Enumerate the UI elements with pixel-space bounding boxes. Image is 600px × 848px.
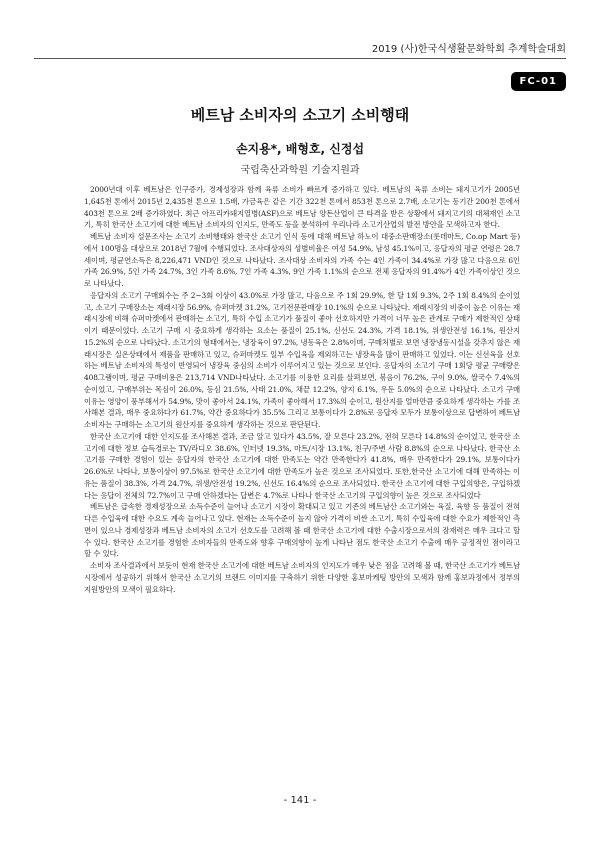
paragraph-intro: 2000년대 이후 베트남은 인구증가, 경제성장과 함께 육류 소비가 빠르게 증가하고 있다. 베트남의 육류 소비는 돼지고기가 2005년 1,645천 톤에서 2015년 2,435천 톤으로 1.5배, 가금육은 같은 기간 322천 톤에서 853천 톤으로 2.7배, 소고기는 동기간 200천 톤에서 403천 톤으로 2배 증가하였다. 최근 아프리카돼지열병(ASF)으로 베트남 양돈산업이 큰 타격을 받은 상황에서 돼지고기의 대체재인 소고기, 특히 한국산 소고기에 대한 베트남 소비자의 인지도, 만족도 등을 분석하여 우리나라 소고기산업의 발전 방안을 모색하고자 한다. [84,185,520,230]
header-divider [34,58,566,59]
paragraph-purchase-behavior: 응답자의 소고기 구매회수는 주 2~3회 이상이 43.0%로 가장 많고, 다음으로 주 1회 29.9%, 한 달 1회 9.3%, 2주 1회 8.4%의 순이었고, 소고기 구매장소는 재래시장 56.9%, 슈퍼마켓 31.2%, 고기전문판매장 10.1%의 순으로 나타났다. 재래시장의 비중이 높은 이유는 재래시장에 비해 슈퍼마켓에서 판매하는 소고기, 특히 수입 소고기가 품질이 좋아 선호하지만 가격이 너무 높은 관계로 구매가 제한적인 상태이기 때문이었다. 소고기 구매 시 중요하게 생각하는 요소는 품질이 25.1%, 신선도 24.3%, 가격 18.1%, 위생안전성 16.1%, 원산지 15.2%의 순으로 나타났다. 소고기의 형태에서는, 냉장육이 97.2%, 냉동육은 2.8%이며, 구매처별로 보면 냉장냉동시설을 갖추지 않은 재래시장은 실온상태에서 제품을 판매하고 있고, 슈퍼마켓도 일부 수입육을 제외하고는 냉장육을 많이 판매하고 있었다. 이는 신선육을 선호하는 베트남 소비자의 특성이 반영되어 냉장육 중심의 소비가 이루어지고 있는 것으로 보인다. 응답자의 소고기 구매 1회당 평균 구매량은 408그램이며, 평균 구매비용은 213,714 VND나타났다. 소고기를 이용한 요리를 살펴보면, 볶음이 76.2%, 구이 9.0%, 쌀국수 7.4%의 순이었고, 구매부위는 목심이 26.0%, 등심 21.5%, 사태 21.0%, 채끝 12.2%, 양지 6.1%, 우둔 5.0%의 순으로 나타났다. 소고기 구매이유는 영양이 풍부해서가 54.9%, 맛이 좋아서 24.1%, 가족이 좋아해서 17.3%의 순이고, 원산지를 얼마만큼 중요하게 생각하는 가를 조사해본 결과, 매우 중요하다가 61.7%, 약간 중요하다가 35.5% 그리고 보통이다가 2.8%로 응답자 모두가 보통이상으로 답변하여 베트남 소비자는 구매하는 소고기의 원산지를 중요하게 생각하는 것으로 판단된다. [84,290,520,429]
paragraph-market-potential: 베트남은 급속한 경제성장으로 소득수준이 늘어나 소고기 시장이 확대되고 있고 기존의 베트남산 소고기와는 육질, 육향 등 품질이 전혀 다른 수입육에 대한 수요도 계속 늘어나고 있다. 현재는 소득수준이 높지 않아 가격이 비싼 소고기, 특히 수입육에 대한 수요가 제한적인 측면이 있으나 경제성장과 베트남 소비자의 소고기 선호도를 고려해 볼 때 한국산 소고기에 대한 수출시장으로서의 잠재력은 매우 크다고 할 수 있다. 한국산 소고기를 경험한 소비자들의 만족도와 향후 구매의향이 높게 나타난 점도 한국산 소고기 수출에 매우 긍정적인 점이라고 할 수 있다. [84,502,520,559]
session-badge: FC-01 [511,72,566,91]
paragraph-korean-beef-awareness: 한국산 소고기에 대한 인지도를 조사해본 결과, 조금 알고 있다가 43.5%, 잘 모른다 23.2%, 전혀 모른다 14.8%의 순이었고, 한국산 소고기에 대한 정보 습득경로는 TV/라디오 38.6%, 인터넷 19.3%, 마트/시장 13.1%, 친구/주변 사람 8.8%의 순으로 나타났다. 한국산 소고기를 구매한 경험이 있는 응답자의 한국산 소고기에 대한 만족도는 약간 만족한다가 41.8%, 매우 만족한다가 29.1%, 보통이다가 26.6%로 나타나, 보통이상이 97.5%로 한국산 소고기에 대한 만족도가 높은 것으로 조사되었다. 또한,한국산 소고기에 대해 만족하는 이유는 품질이 38.3%, 가격 24.7%, 위생/안전성 19.2%, 신선도 16.4%의 순으로 조사되었다. 한국산 소고기에 대한 구입의향은, 구입하겠다는 응답이 전체의 72.7%이고 구매 안하겠다는 답변은 4.7%로 나타나 한국산 소고기의 구입의향이 높은 것으로 조사되었다 [84,431,520,500]
paragraph-conclusion: 소비자 조사결과에서 보듯이 현재 한국산 소고기에 대한 베트남 소비자의 인지도가 매우 낮은 점을 고려해 볼 때, 한국산 소고기가 베트남시장에서 성공하기 위해서 한국산 소고기의 브랜드 이미지를 구축하기 위한 다양한 홍보마케팅 방안의 모색과 함께 홍보과정에서 정부의 지원방안의 모색이 필요하다. [84,561,520,594]
paper-title: 베트남 소비자의 소고기 소비행태 [190,106,410,124]
conference-header: 2019 (사)한국식생활문화학회 추계학술대회 [371,44,566,55]
abstract-body [84,184,520,595]
page-number: - 141 - [283,795,317,806]
paragraph-survey: 베트남 소비자 설문조사는 소고기 소비행태와 한국산 소고기 인식 등에 대해 베트남 하노이 대중소판매장소(롯데마트, Co.op Mart 등)에서 100명을 대상으로 2018년 7월에 수행되었다. 조사대상자의 성별비율은 여성 54.9%, 남성 45.1%이고, 응답자의 평균 연령은 28.7세이며, 평균연소득은 8,226,471 VND인 것으로 나타났다. 조사대상 소비자의 가족 수는 4인 가족이 34.4%로 가장 많고 다음으로 6인 가족 26.9%, 5인 가족 24.7%, 3인 가족 8.6%, 7인 가족 4.3%, 9인 가족 1.1%의 순으로 전체 응답자의 91.4%가 4인 가족이상인 것으로 나타났다. [84,232,520,288]
paper-authors: 손지용*, 배형호, 신정섭 [235,142,365,156]
paper-affiliation: 국립축산과학원 기술지원과 [240,165,360,176]
